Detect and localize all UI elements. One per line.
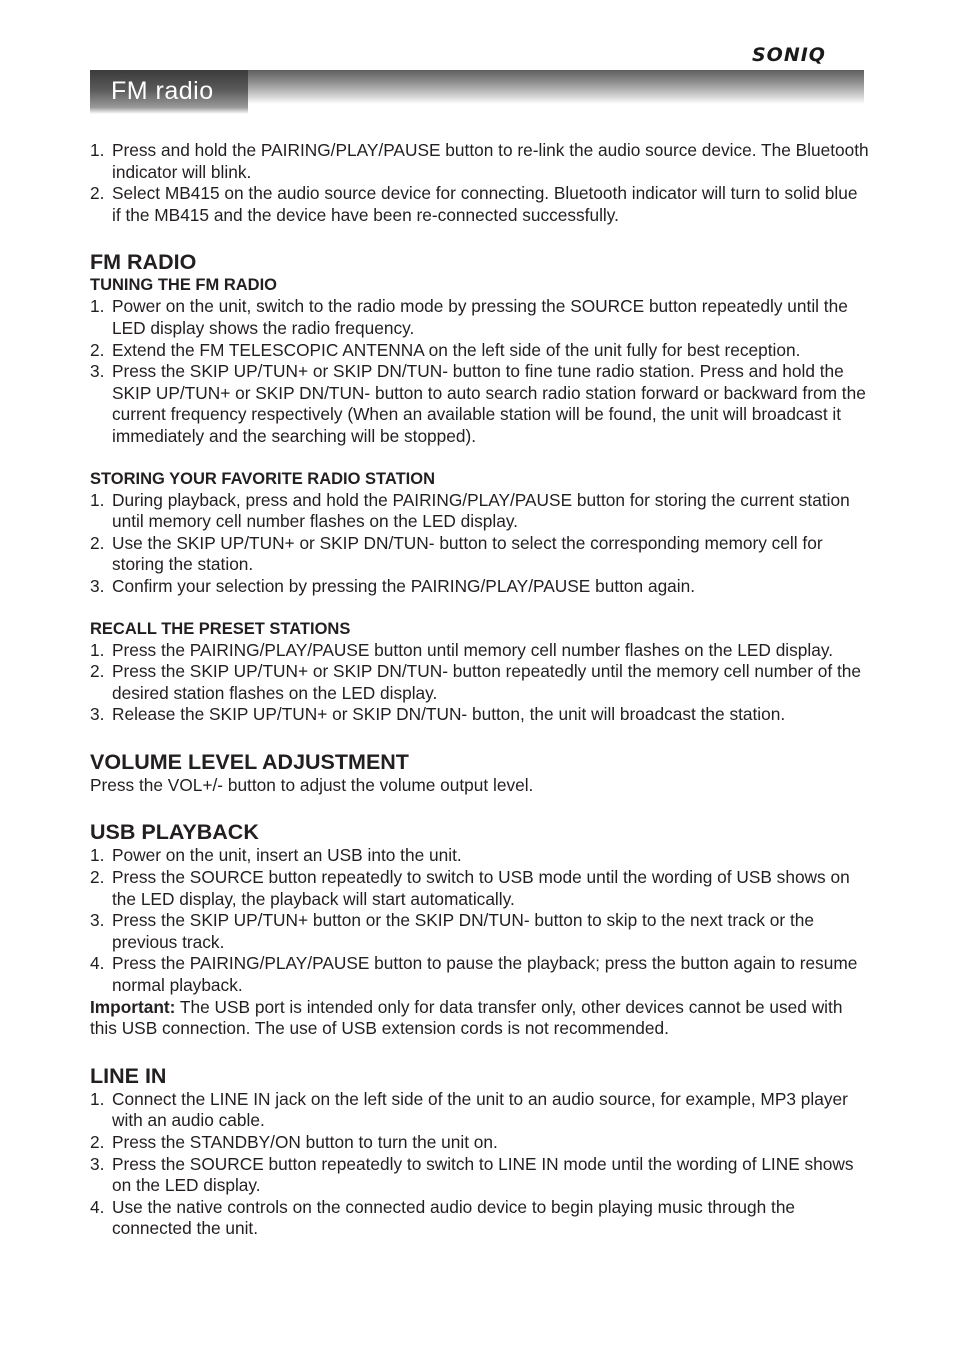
storing-heading: STORING YOUR FAVORITE RADIO STATION xyxy=(90,469,435,488)
brand-logo: SONIQ xyxy=(752,44,826,66)
intro-list xyxy=(90,140,870,226)
item-number: 1. xyxy=(90,489,105,510)
line-in-heading: LINE IN xyxy=(90,1063,167,1088)
item-text: Use the native controls on the connected audio device to begin playing music through the connected the unit. xyxy=(112,1196,796,1239)
item-text: Press the PAIRING/PLAY/PAUSE button until memory cell number flashes on the LED display. xyxy=(112,639,834,660)
list-item xyxy=(90,1197,870,1240)
item-number: 3. xyxy=(90,704,105,725)
list-item xyxy=(90,661,870,704)
item-number: 1. xyxy=(90,845,105,866)
list-item xyxy=(90,640,870,662)
list-item xyxy=(90,183,870,226)
list-item xyxy=(90,867,870,910)
list-item xyxy=(90,1089,870,1132)
list-item xyxy=(90,1154,870,1197)
list-item xyxy=(90,576,870,598)
usb-list xyxy=(90,845,870,996)
important-note xyxy=(90,997,870,1040)
item-text: Press the PAIRING/PLAY/PAUSE button to pause the playback; press the button again to resume normal playback. xyxy=(112,953,858,996)
item-text: Use the SKIP UP/TUN+ or SKIP DN/TUN- button to select the corresponding memory cell for storing the station. xyxy=(112,532,823,575)
page-content xyxy=(90,140,870,1240)
important-text: The USB port is intended only for data transfer only, other devices cannot be used with this USB connection. The use of USB extension cords is not recommended. xyxy=(90,996,843,1039)
item-text: Power on the unit, insert an USB into the unit. xyxy=(112,845,462,866)
recall-heading: RECALL THE PRESET STATIONS xyxy=(90,619,351,638)
list-item xyxy=(90,361,870,447)
item-text: Press the SOURCE button repeatedly to switch to LINE IN mode until the wording of LINE shows on the LED display. xyxy=(112,1153,854,1196)
tuning-list xyxy=(90,296,870,447)
list-item xyxy=(90,140,870,183)
section-title: FM radio xyxy=(111,77,214,105)
fm-radio-heading: FM RADIO xyxy=(90,250,197,275)
list-item xyxy=(90,845,870,867)
recall-list xyxy=(90,640,870,726)
list-item xyxy=(90,704,870,726)
list-item xyxy=(90,340,870,362)
item-text: Press and hold the PAIRING/PLAY/PAUSE button to re-link the audio source device. The Bluetooth indicator will blink. xyxy=(112,140,869,182)
item-text: Press the SKIP UP/TUN+ or SKIP DN/TUN- button to fine tune radio station. Press and hold the SKIP UP/TUN+ or SKIP DN/TUN- button to auto search radio station forward or backward from the current frequency respectively (When an available station will be found, the unit will broadcast it immediately and the searching will be stopped). xyxy=(112,361,866,446)
list-item xyxy=(90,490,870,533)
item-number: 2. xyxy=(90,1132,105,1152)
list-item xyxy=(90,296,870,339)
item-number: 1. xyxy=(90,296,105,317)
item-text: Power on the unit, switch to the radio mode by pressing the SOURCE button repeatedly until the LED display shows the radio frequency. xyxy=(112,296,848,338)
storing-list xyxy=(90,490,870,598)
item-number: 1. xyxy=(90,639,105,660)
item-text: Press the SKIP UP/TUN+ button or the SKIP DN/TUN- button to skip to the next track or the previous track. xyxy=(112,910,814,952)
tuning-heading: TUNING THE FM RADIO xyxy=(90,276,277,295)
item-number: 1. xyxy=(90,140,105,160)
item-number: 4. xyxy=(90,1196,105,1217)
item-number: 2. xyxy=(90,532,105,553)
item-number: 3. xyxy=(90,361,105,382)
item-number: 1. xyxy=(90,1088,105,1109)
item-number: 2. xyxy=(90,661,105,682)
item-text: Press the SKIP UP/TUN+ or SKIP DN/TUN- button repeatedly until the memory cell number of the desired station flashes on the LED display. xyxy=(112,661,862,703)
item-text: Press the SOURCE button repeatedly to switch to USB mode until the wording of USB shows on the LED display, the playback will start automatically. xyxy=(112,867,850,909)
list-item xyxy=(90,1132,870,1154)
item-text: During playback, press and hold the PAIRING/PLAY/PAUSE button for storing the current station until memory cell number flashes on the LED display. xyxy=(112,489,850,532)
item-number: 3. xyxy=(90,575,105,596)
item-number: 2. xyxy=(90,867,105,888)
item-text: Connect the LINE IN jack on the left side of the unit to an audio source, for example, MP3 player with an audio cable. xyxy=(112,1088,848,1131)
item-text: Release the SKIP UP/TUN+ or SKIP DN/TUN- button, the unit will broadcast the station. xyxy=(112,704,786,725)
item-number: 3. xyxy=(90,910,105,931)
important-label: Important: xyxy=(90,996,176,1017)
volume-heading: VOLUME LEVEL ADJUSTMENT xyxy=(90,749,409,774)
item-number: 3. xyxy=(90,1153,105,1174)
usb-heading: USB PLAYBACK xyxy=(90,820,259,845)
volume-text: Press the VOL+/- button to adjust the volume output level. xyxy=(90,774,534,795)
list-item xyxy=(90,910,870,953)
line-in-list xyxy=(90,1089,870,1240)
item-text: Press the STANDBY/ON button to turn the unit on. xyxy=(112,1132,498,1152)
item-text: Select MB415 on the audio source device for connecting. Bluetooth indicator will turn to solid blue if the MB415 and the device have been re-connected successfully. xyxy=(112,183,858,225)
item-number: 4. xyxy=(90,953,105,974)
item-text: Confirm your selection by pressing the PAIRING/PLAY/PAUSE button again. xyxy=(112,575,696,596)
list-item xyxy=(90,533,870,576)
item-text: Extend the FM TELESCOPIC ANTENNA on the left side of the unit fully for best reception. xyxy=(112,339,801,360)
list-item xyxy=(90,953,870,996)
item-number: 2. xyxy=(90,183,105,204)
item-number: 2. xyxy=(90,339,105,360)
